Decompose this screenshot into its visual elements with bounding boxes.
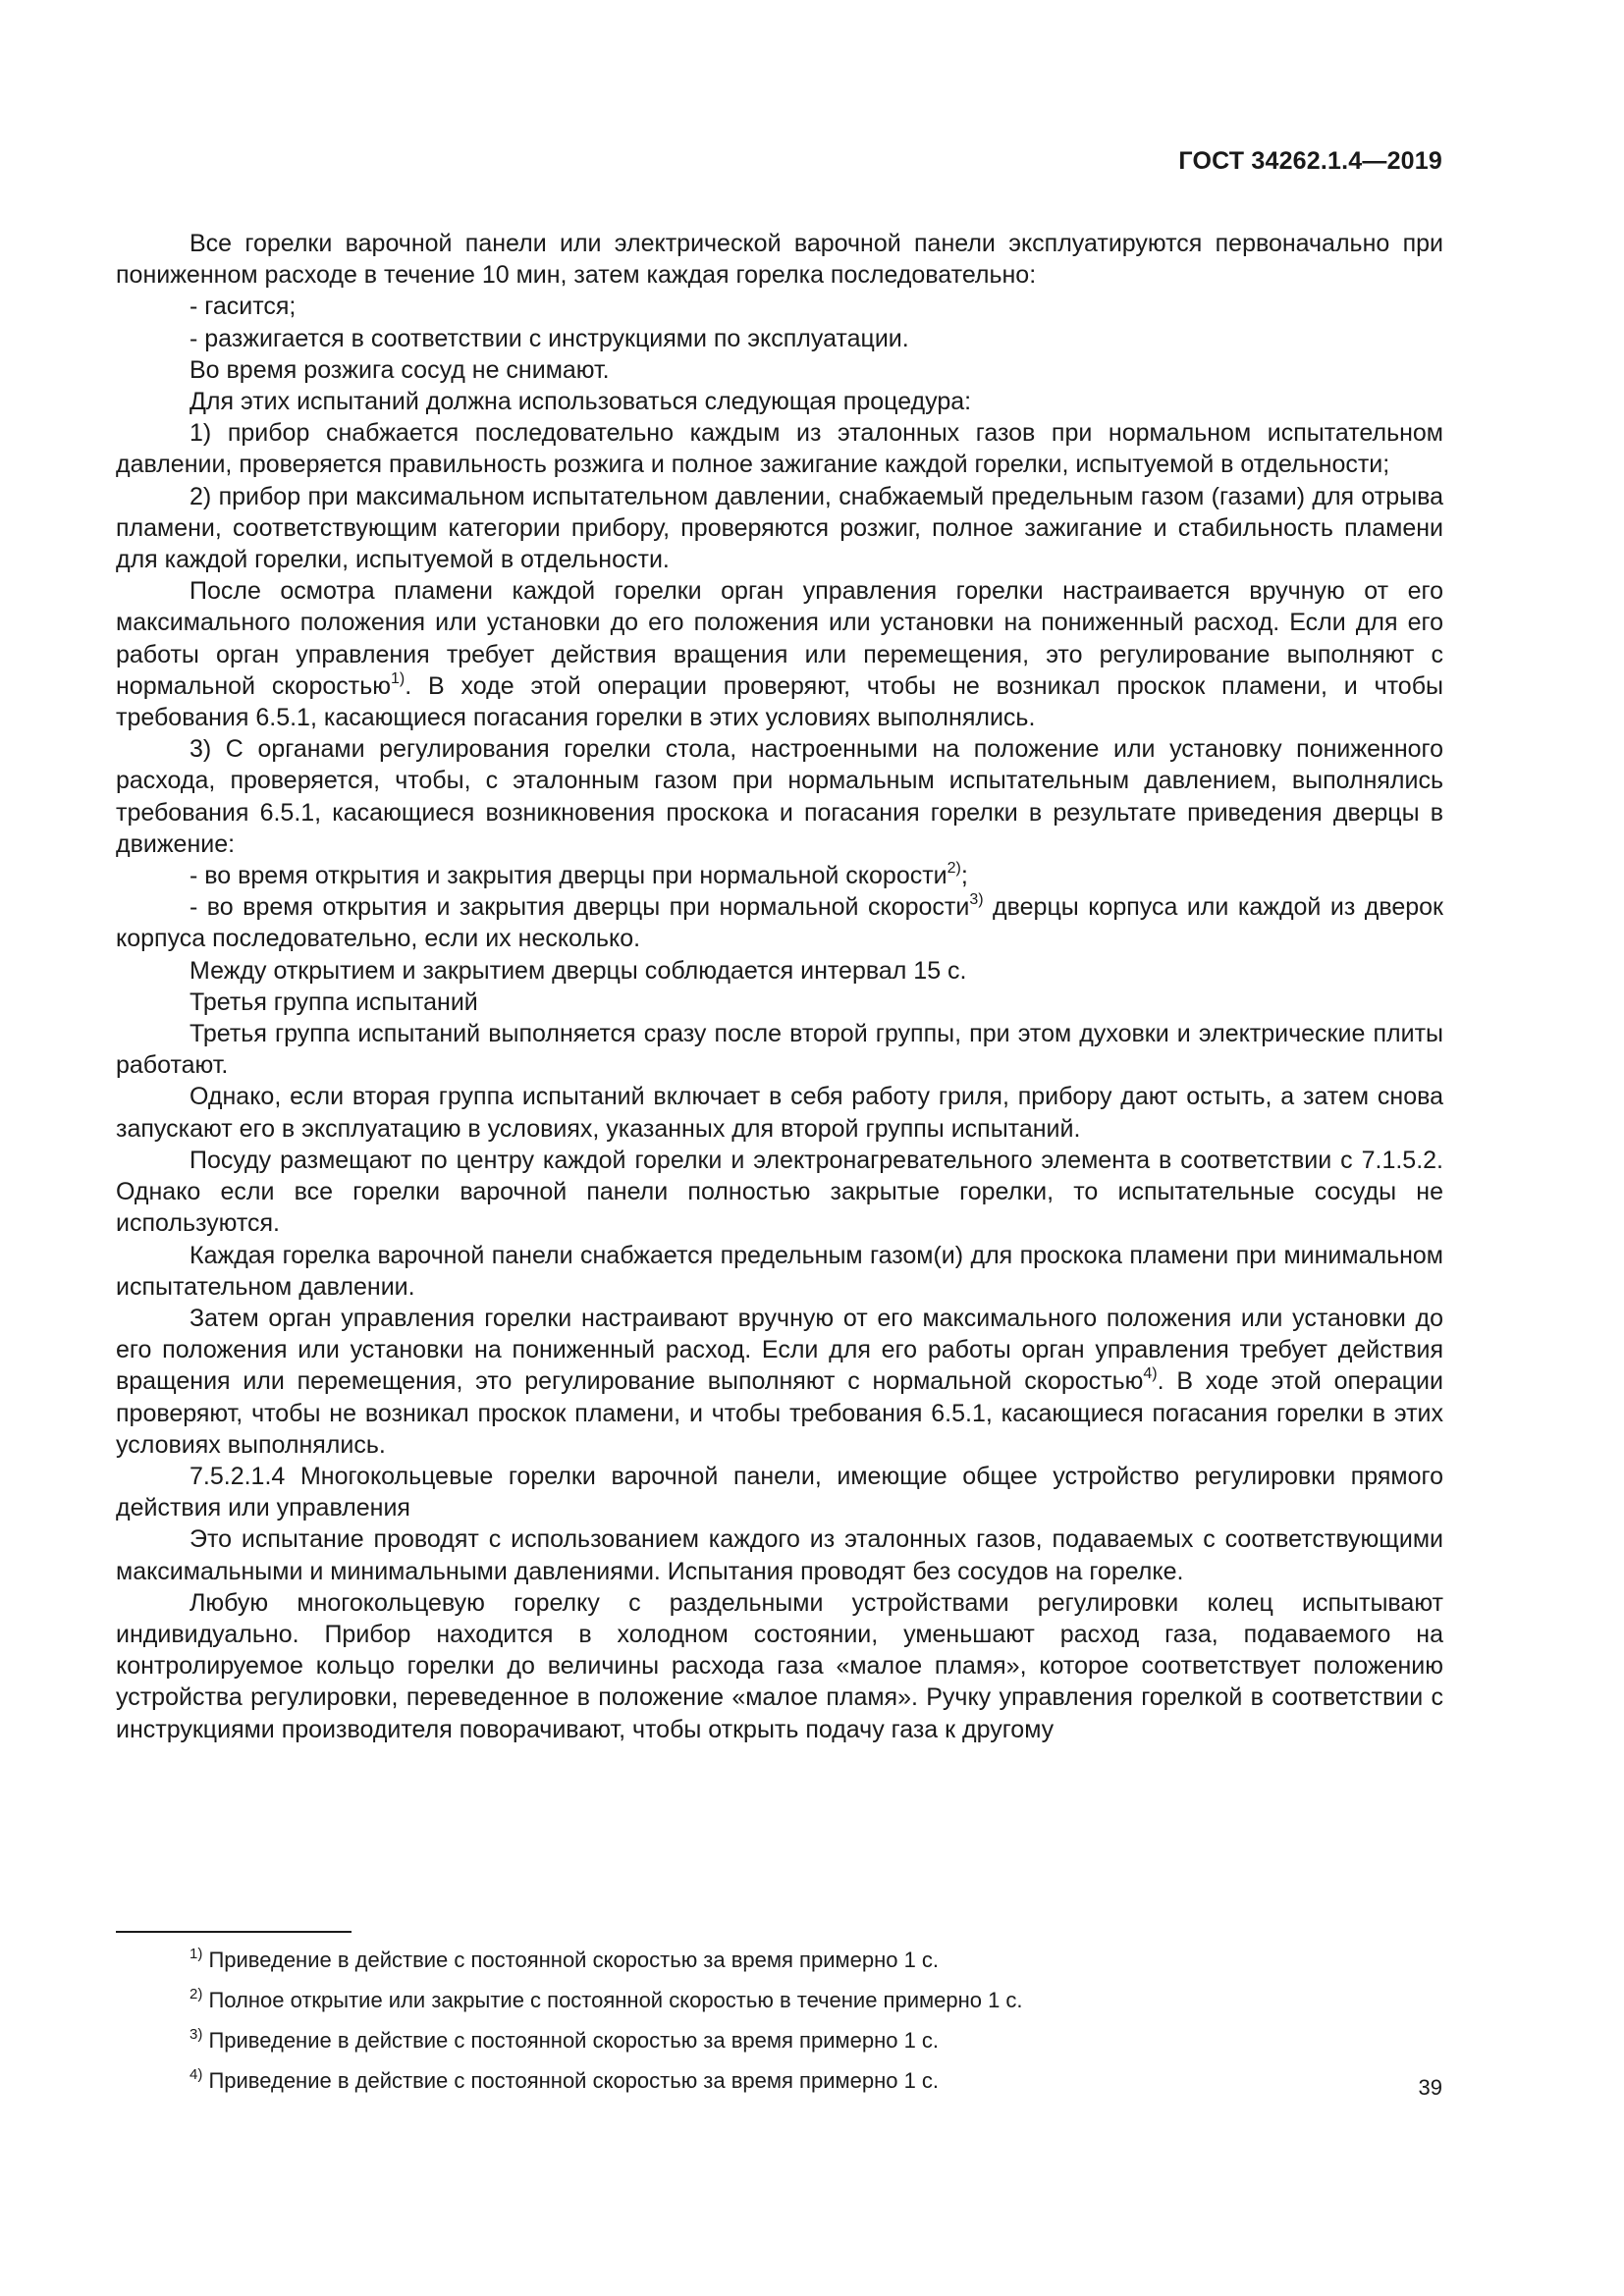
paragraph: Любую многокольцевую горелку с раздельными устройствами регулировки колец испытывают индивидуально. Прибор находится в холодном состоянии, уменьшают расход газа, подаваемого на контролируемое кольцо горелки до величины расхода газа «малое пламя», которое соответствует положению устройства регулировки, переведенное в положение «малое пламя». Ручку управления горелкой в соответствии с инструкциями производителя поворачивают, чтобы открыть подачу газа к другому: [116, 1588, 1443, 1743]
paragraph-text: - во время открытия и закрытия дверцы при нормальной скорости: [189, 862, 947, 890]
footnote-text: Приведение в действие с постоянной скоростью за время примерно 1 с.: [202, 2068, 940, 2093]
footnotes: [189, 1940, 1443, 2101]
footnote: [189, 1980, 1443, 2020]
list-item: [116, 860, 1443, 891]
footnote-ref: 4): [1143, 1365, 1158, 1383]
paragraph: Каждая горелка варочной панели снабжается предельным газом(и) для проскока пламени при минимальном испытательном давлении.: [116, 1241, 1443, 1301]
paragraph-text: Затем орган управления горелки настраивают вручную от его максимального положения или установки до его положения или установки на пониженный расход. Если для его работы орган управления требует действия вращения или перемещения, это регулирование выполняют с нормальной скоростью: [116, 1304, 1443, 1396]
page-number: 39: [1418, 2075, 1442, 2100]
paragraph: Третья группа испытаний выполняется сразу после второй группы, при этом духовки и электрические плиты работают.: [116, 1020, 1443, 1080]
paragraph-text: дверцы корпуса или каждой из дверок корпуса последовательно, если их несколько.: [116, 893, 1443, 953]
document-header: ГОСТ 34262.1.4—2019: [1178, 147, 1442, 175]
footnote-ref: 1): [391, 669, 406, 687]
footnote-mark: 4): [189, 2066, 203, 2083]
footnote: [189, 2060, 1443, 2101]
footnote: [189, 2020, 1443, 2060]
paragraph: Между открытием и закрытием дверцы соблюдается интервал 15 с.: [189, 956, 967, 985]
section-heading: Третья группа испытаний: [189, 988, 478, 1016]
paragraph: Это испытание проводят с использованием каждого из эталонных газов, подаваемых с соответствующими максимальными и минимальными давлениями. Испытания проводят без сосудов на горелке.: [116, 1525, 1443, 1585]
footnote-text: Приведение в действие с постоянной скоростью за время примерно 1 с.: [202, 2028, 940, 2053]
list-item: [116, 891, 1443, 954]
section-heading: 7.5.2.1.4 Многокольцевые горелки варочной панели, имеющие общее устройство регулировки прямого действия или управления: [116, 1462, 1443, 1522]
footnote-mark: 3): [189, 2026, 203, 2043]
paragraph: Все горелки варочной панели или электрической варочной панели эксплуатируются первоначально при пониженном расходе в течение 10 мин, затем каждая горелка последовательно:: [116, 230, 1443, 290]
paragraph-text: . В ходе этой операции проверяют, чтобы не возникал проскок пламени, и чтобы требования 6.5.1, касающиеся погасания горелки в этих условиях выполнялись.: [116, 671, 1443, 732]
footnote-ref: 3): [969, 891, 984, 909]
list-item: - разжигается в соответствии с инструкциями по эксплуатации.: [189, 324, 909, 352]
paragraph: Во время розжига сосуд не снимают.: [189, 355, 610, 384]
footnote-divider: [116, 1931, 352, 1933]
footnote: [189, 1940, 1443, 1980]
paragraph-text: ;: [960, 862, 968, 890]
paragraph: [116, 1303, 1443, 1461]
footnote-text: Приведение в действие с постоянной скоростью за время примерно 1 с.: [202, 1948, 940, 1972]
paragraph: Однако, если вторая группа испытаний включает в себя работу гриля, прибору дают остыть, а затем снова запускают его в эксплуатацию в условиях, указанных для второй группы испытаний.: [116, 1083, 1443, 1143]
paragraph-text: После осмотра пламени каждой горелки орган управления горелки настраивается вручную от его максимального положения или установки до его положения или установки на пониженный расход. Если для его работы орган управления требует действия вращения или перемещения, это регулирование выполняют с нормальной скоростью: [116, 577, 1443, 700]
footnote-text: Полное открытие или закрытие с постоянной скоростью в течение примерно 1 с.: [202, 1988, 1023, 2012]
paragraph: Для этих испытаний должна использоваться следующая процедура:: [189, 388, 972, 416]
footnote-ref: 2): [947, 860, 961, 878]
list-item: 3) С органами регулирования горелки стола, настроенными на положение или установку пониженного расхода, проверяется, чтобы, с эталонным газом при нормальным испытательным давлением, выполнялись требования 6.5.1, касающиеся возникновения проскока и погасания горелки в результате приведения дверцы в движение:: [116, 735, 1443, 858]
list-item: - гасится;: [189, 293, 297, 321]
body-text: [116, 228, 1443, 1745]
footnote-mark: 2): [189, 1986, 203, 2002]
paragraph: [116, 575, 1443, 733]
list-item: 1) прибор снабжается последовательно каждым из эталонных газов при нормальном испытательном давлении, проверяется правильность розжига и полное зажигание каждой горелки, испытуемой в отдельности;: [116, 419, 1443, 479]
paragraph-text: . В ходе этой операции проверяют, чтобы не возникал проскок пламени, и чтобы требования 6.5.1, касающиеся погасания горелки в этих условиях выполнялись.: [116, 1367, 1443, 1459]
footnote-mark: 1): [189, 1946, 203, 1962]
paragraph: Посуду размещают по центру каждой горелки и электронагревательного элемента в соответствии с 7.1.5.2. Однако если все горелки варочной панели полностью закрытые горелки, то испытательные сосуды не используются.: [116, 1146, 1443, 1238]
paragraph-text: - во время открытия и закрытия дверцы при нормальной скорости: [189, 893, 970, 922]
list-item: 2) прибор при максимальном испытательном давлении, снабжаемый предельным газом (газами) для отрыва пламени, соответствующим категории прибору, проверяются розжиг, полное зажигание и стабильность пламени для каждой горелки, испытуемой в отдельности.: [116, 482, 1443, 574]
